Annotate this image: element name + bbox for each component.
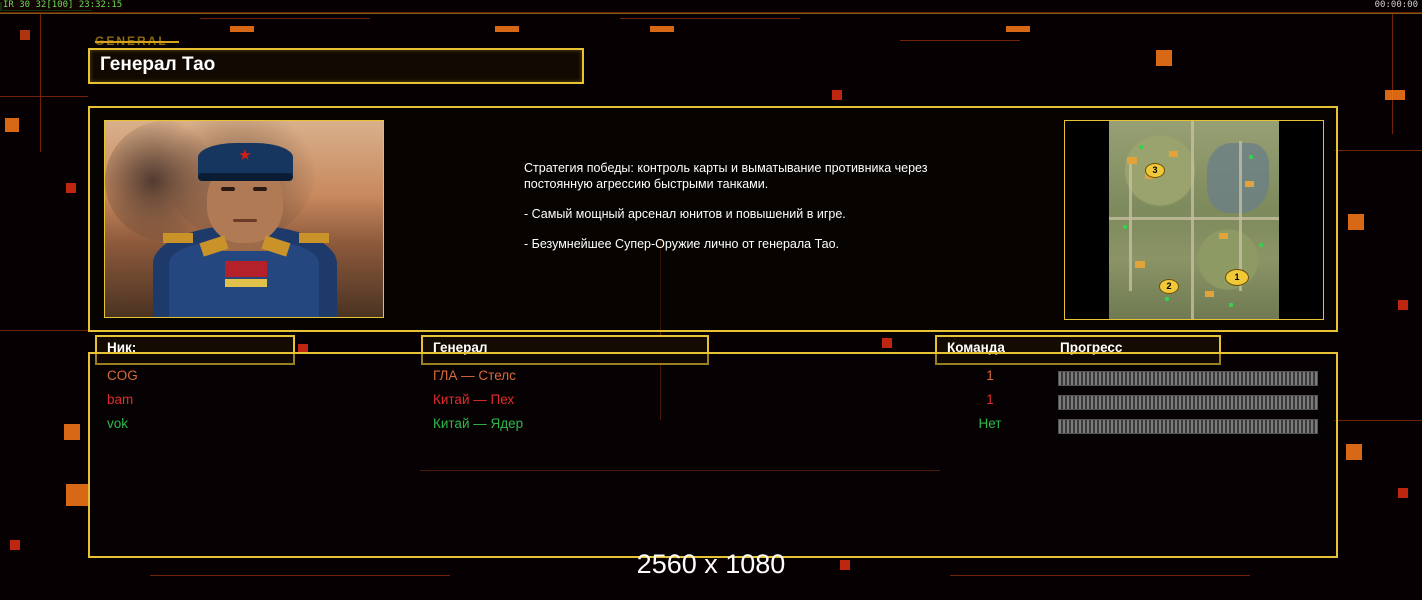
player-team: Нет xyxy=(978,416,1002,431)
table-row[interactable] xyxy=(90,390,1336,414)
portrait-hat-brim xyxy=(198,173,293,181)
map-building xyxy=(1245,181,1254,187)
deco-block xyxy=(1346,444,1362,460)
kicker-strike xyxy=(95,41,179,43)
bullet-1: - Самый мощный арсенал юнитов и повышений в игре. xyxy=(524,207,846,221)
deco-block xyxy=(650,26,674,32)
player-progress-bar xyxy=(1058,371,1318,386)
player-general: ГЛА — Стелс xyxy=(433,368,516,383)
player-progress-bar xyxy=(1058,419,1318,434)
map-water xyxy=(1207,143,1269,213)
map-start-marker-3: 3 xyxy=(1145,163,1165,178)
deco-block xyxy=(1156,50,1172,66)
deco-block xyxy=(1348,214,1364,230)
map-image xyxy=(1109,121,1279,319)
deco-block xyxy=(1385,90,1405,100)
portrait-eye xyxy=(253,187,267,191)
deco-block xyxy=(66,484,88,506)
portrait-medal xyxy=(225,279,267,287)
map-start-marker-2: 2 xyxy=(1159,279,1179,294)
map-building xyxy=(1127,157,1137,164)
map-unit-marker xyxy=(1229,303,1233,307)
general-name-label: Генерал Тао xyxy=(100,54,216,75)
deco-block xyxy=(5,118,19,132)
map-unit-marker xyxy=(1249,155,1253,159)
map-building xyxy=(1135,261,1145,268)
deco-line xyxy=(900,40,1020,41)
map-building xyxy=(1205,291,1214,297)
deco-block xyxy=(1398,300,1408,310)
deco-line xyxy=(1334,150,1422,151)
table-row[interactable] xyxy=(90,414,1336,438)
map-unit-marker xyxy=(1165,297,1169,301)
player-nick: bam xyxy=(107,392,134,407)
deco-block xyxy=(495,26,519,32)
deco-block xyxy=(1398,488,1408,498)
player-team: 1 xyxy=(986,368,994,383)
top-status-bar xyxy=(0,0,1422,12)
resolution-caption: 2560 x 1080 xyxy=(636,549,786,579)
portrait-mouth xyxy=(233,219,257,222)
column-header-progress-label: Прогресс xyxy=(1060,340,1123,355)
deco-block xyxy=(230,26,254,32)
map-unit-marker xyxy=(1123,225,1127,229)
map-unit-marker xyxy=(1139,145,1143,149)
player-nick: vok xyxy=(107,416,129,431)
column-header-nick-label: Ник: xyxy=(107,340,137,355)
portrait-medal xyxy=(225,261,267,277)
general-info-panel xyxy=(88,106,1338,332)
portrait-eye xyxy=(221,187,235,191)
map-road xyxy=(1191,121,1194,319)
map-building xyxy=(1219,233,1228,239)
map-preview[interactable] xyxy=(1064,120,1324,320)
player-nick: COG xyxy=(107,368,138,383)
map-building xyxy=(1169,151,1178,157)
player-general: Китай — Пех xyxy=(433,392,515,407)
map-road xyxy=(1129,161,1132,291)
player-general: Китай — Ядер xyxy=(433,416,524,431)
player-roster xyxy=(88,352,1338,558)
deco-block xyxy=(64,424,80,440)
column-header-general-label: Генерал xyxy=(433,340,488,355)
player-progress-bar xyxy=(1058,395,1318,410)
status-counters: IR 30 32[100] 23:32:15 xyxy=(3,0,123,10)
general-kicker xyxy=(95,34,168,48)
deco-line xyxy=(200,18,370,19)
clock-label: 00:00:00 xyxy=(1374,0,1418,10)
general-name-box[interactable] xyxy=(88,48,584,84)
deco-line xyxy=(1392,14,1393,134)
player-team: 1 xyxy=(986,392,994,407)
deco-block xyxy=(20,30,30,40)
deco-line xyxy=(0,330,88,331)
deco-line xyxy=(0,96,88,97)
general-portrait xyxy=(104,120,384,318)
deco-line xyxy=(1334,420,1422,421)
portrait-epaulette xyxy=(163,233,193,243)
map-start-marker-1: 1 xyxy=(1225,269,1249,286)
bullet-2: - Безумнейшее Супер-Оружие лично от генерала Тао. xyxy=(524,237,840,251)
strategy-text: Стратегия победы: контроль карты и выматывание противника через постоянную агрессию быстрыми танками. xyxy=(524,161,928,191)
deco-line xyxy=(620,18,800,19)
portrait-epaulette xyxy=(299,233,329,243)
deco-block xyxy=(66,183,76,193)
deco-line xyxy=(0,13,1422,14)
deco-block xyxy=(1006,26,1030,32)
table-row[interactable] xyxy=(90,366,1336,390)
map-unit-marker xyxy=(1259,243,1263,247)
deco-block xyxy=(832,90,842,100)
column-header-team-label: Команда xyxy=(947,340,1005,355)
map-road xyxy=(1109,217,1279,220)
general-description xyxy=(524,160,944,266)
deco-line xyxy=(40,12,41,152)
deco-block xyxy=(882,338,892,348)
